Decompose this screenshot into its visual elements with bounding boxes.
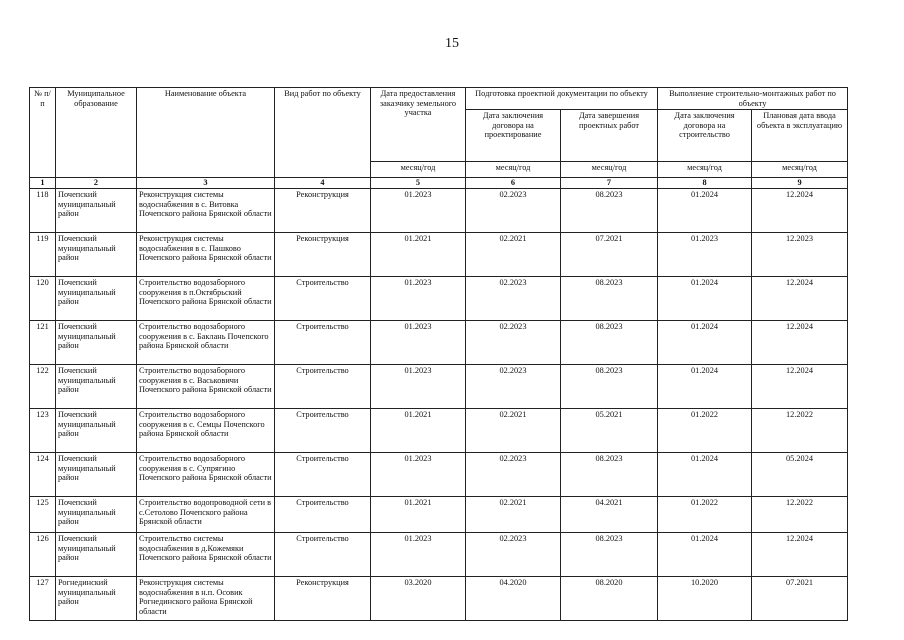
design-end-cell: 04.2021 [561,497,658,533]
object-name-cell: Строительство водозаборного сооружения в с. Супрягино Почепского района Брянской области [137,453,275,497]
construction-contract-cell: 01.2022 [658,409,752,453]
table-row [30,497,848,533]
object-name-cell: Реконструкция системы водоснабжения в н.п. Осовик Рогнединского района Брянской области [137,577,275,621]
land-date-cell: 01.2023 [371,277,466,321]
column-number: 9 [752,178,848,189]
unit-label: месяц/год [658,162,752,178]
municipality-cell: Почепский муниципальный район [56,189,137,233]
header-commission-date: Плановая дата ввода объекта в эксплуатацию [752,110,848,162]
municipality-cell: Почепский муниципальный район [56,365,137,409]
construction-contract-cell: 01.2024 [658,277,752,321]
land-date-cell: 01.2023 [371,533,466,577]
object-name-cell: Строительство водозаборного сооружения в п.Октябрьский Почепского района Брянской области [137,277,275,321]
construction-contract-cell: 01.2024 [658,189,752,233]
column-number: 1 [30,178,56,189]
row-number: 122 [30,365,56,409]
row-number: 127 [30,577,56,621]
row-number: 121 [30,321,56,365]
municipality-cell: Почепский муниципальный район [56,453,137,497]
column-number: 2 [56,178,137,189]
construction-contract-cell: 10.2020 [658,577,752,621]
design-contract-cell: 02.2021 [466,233,561,277]
header-work-type: Вид работ по объекту [275,88,371,178]
construction-contract-cell: 01.2024 [658,365,752,409]
municipality-cell: Почепский муниципальный район [56,321,137,365]
commission-date-cell: 07.2021 [752,577,848,621]
header-construction-group: Выполнение строительно-монтажных работ по объекту [658,88,848,110]
column-number: 3 [137,178,275,189]
work-type-cell: Строительство [275,409,371,453]
design-end-cell: 08.2023 [561,277,658,321]
row-number: 126 [30,533,56,577]
object-name-cell: Строительство водозаборного сооружения в с. Семцы Почепского района Брянской области [137,409,275,453]
construction-contract-cell: 01.2024 [658,533,752,577]
design-end-cell: 05.2021 [561,409,658,453]
objects-table [29,87,848,621]
header-municipality: Муниципальное образование [56,88,137,178]
commission-date-cell: 12.2024 [752,277,848,321]
construction-contract-cell: 01.2023 [658,233,752,277]
design-contract-cell: 02.2021 [466,409,561,453]
work-type-cell: Строительство [275,533,371,577]
table-row [30,533,848,577]
design-end-cell: 08.2023 [561,321,658,365]
work-type-cell: Строительство [275,321,371,365]
object-name-cell: Строительство водозаборного сооружения в с. Васьковичи Почепского района Брянской области [137,365,275,409]
design-contract-cell: 02.2023 [466,189,561,233]
commission-date-cell: 05.2024 [752,453,848,497]
header-land-date: Дата предоставления заказчику земельного участка [371,88,466,162]
object-name-cell: Строительство водозаборного сооружения в с. Баклань Почепского района Брянской области [137,321,275,365]
commission-date-cell: 12.2024 [752,365,848,409]
object-name-cell: Реконструкция системы водоснабжения в с. Пашково Почепского района Брянской области [137,233,275,277]
municipality-cell: Почепский муниципальный район [56,233,137,277]
land-date-cell: 01.2023 [371,321,466,365]
header-design-end-date: Дата завершения проектных работ [561,110,658,162]
table-row [30,453,848,497]
land-date-cell: 01.2021 [371,409,466,453]
work-type-cell: Строительство [275,365,371,409]
unit-label: месяц/год [561,162,658,178]
commission-date-cell: 12.2024 [752,321,848,365]
object-name-cell: Реконструкция системы водоснабжения в с. Витовка Почепского района Брянской области [137,189,275,233]
unit-label: месяц/год [752,162,848,178]
municipality-cell: Почепский муниципальный район [56,409,137,453]
header-design-group: Подготовка проектной документации по объекту [466,88,658,110]
design-end-cell: 08.2023 [561,453,658,497]
column-number: 4 [275,178,371,189]
commission-date-cell: 12.2022 [752,497,848,533]
table-row [30,321,848,365]
land-date-cell: 01.2021 [371,497,466,533]
design-contract-cell: 02.2023 [466,365,561,409]
design-contract-cell: 04.2020 [466,577,561,621]
object-name-cell: Строительство водопроводной сети в с.Сетолово Почепского района Брянской области [137,497,275,533]
table-row [30,189,848,233]
column-number: 7 [561,178,658,189]
design-contract-cell: 02.2023 [466,533,561,577]
column-number: 8 [658,178,752,189]
row-number: 124 [30,453,56,497]
design-contract-cell: 02.2023 [466,453,561,497]
land-date-cell: 01.2021 [371,233,466,277]
table-row [30,365,848,409]
design-contract-cell: 02.2021 [466,497,561,533]
table-row [30,233,848,277]
table-row [30,277,848,321]
construction-contract-cell: 01.2024 [658,321,752,365]
design-end-cell: 08.2020 [561,577,658,621]
construction-contract-cell: 01.2022 [658,497,752,533]
row-number: 123 [30,409,56,453]
object-name-cell: Строительство системы водоснабжения в д.Кожемяки Почепского района Брянской области [137,533,275,577]
design-end-cell: 07.2021 [561,233,658,277]
commission-date-cell: 12.2024 [752,189,848,233]
header-design-contract-date: Дата заключения договора на проектирование [466,110,561,162]
land-date-cell: 03.2020 [371,577,466,621]
land-date-cell: 01.2023 [371,453,466,497]
row-number: 118 [30,189,56,233]
work-type-cell: Реконструкция [275,577,371,621]
construction-contract-cell: 01.2024 [658,453,752,497]
commission-date-cell: 12.2023 [752,233,848,277]
row-number: 119 [30,233,56,277]
header-number: № п/п [30,88,56,178]
work-type-cell: Реконструкция [275,189,371,233]
page-number: 15 [445,36,459,51]
row-number: 125 [30,497,56,533]
municipality-cell: Почепский муниципальный район [56,533,137,577]
design-contract-cell: 02.2023 [466,277,561,321]
header-construction-contract-date: Дата заключения договора на строительство [658,110,752,162]
work-type-cell: Строительство [275,453,371,497]
commission-date-cell: 12.2022 [752,409,848,453]
table-row [30,577,848,621]
design-end-cell: 08.2023 [561,533,658,577]
column-number: 6 [466,178,561,189]
header-object-name: Наименование объекта [137,88,275,178]
unit-label: месяц/год [371,162,466,178]
unit-label: месяц/год [466,162,561,178]
municipality-cell: Почепский муниципальный район [56,497,137,533]
design-end-cell: 08.2023 [561,365,658,409]
column-number: 5 [371,178,466,189]
land-date-cell: 01.2023 [371,189,466,233]
row-number: 120 [30,277,56,321]
work-type-cell: Строительство [275,497,371,533]
commission-date-cell: 12.2024 [752,533,848,577]
design-end-cell: 08.2023 [561,189,658,233]
municipality-cell: Рогнединский муниципальный район [56,577,137,621]
work-type-cell: Реконструкция [275,233,371,277]
municipality-cell: Почепский муниципальный район [56,277,137,321]
work-type-cell: Строительство [275,277,371,321]
design-contract-cell: 02.2023 [466,321,561,365]
land-date-cell: 01.2023 [371,365,466,409]
table-row [30,409,848,453]
